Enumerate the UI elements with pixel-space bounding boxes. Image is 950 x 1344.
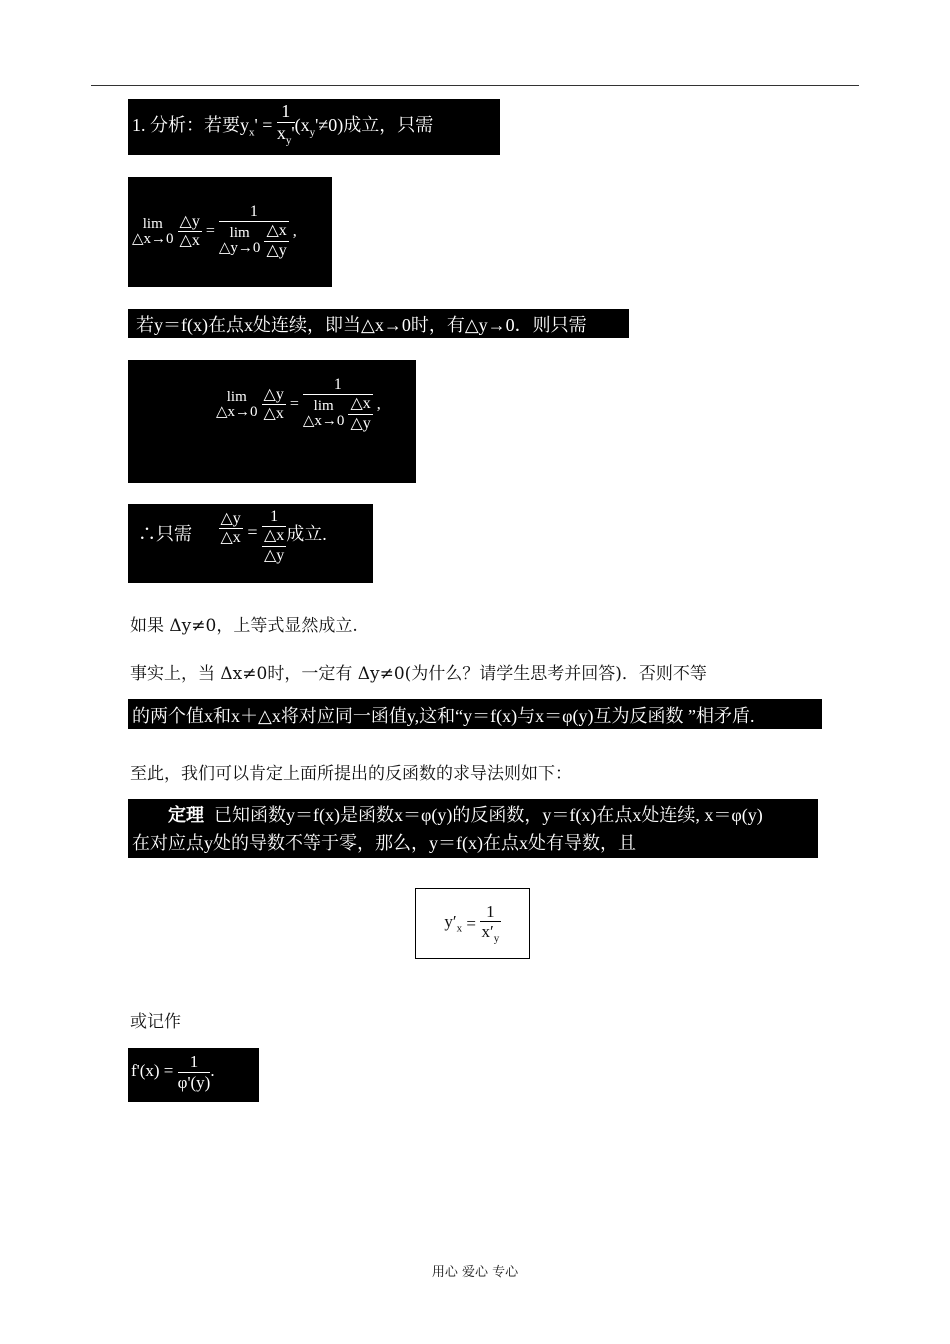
denominator: △y	[263, 546, 285, 564]
numerator: △x	[348, 395, 372, 414]
fraction	[178, 213, 202, 251]
numerator: 1	[480, 902, 501, 923]
denominator: △x	[179, 232, 200, 250]
numerator: 1	[178, 1052, 211, 1073]
subscript: y	[285, 134, 292, 147]
derivative-formula-box	[415, 888, 530, 959]
fraction	[264, 222, 288, 260]
formula-block-limit-2	[128, 360, 416, 483]
formula-block-limit-1	[128, 177, 332, 287]
text: '≠0)成立，只需	[315, 115, 434, 136]
header-rule	[91, 85, 859, 86]
numerator: 1	[303, 376, 373, 395]
theorem-line-2: 在对应点y处的导数不等于零，那么，y＝f(x)在点x处有导数，且	[132, 833, 636, 853]
formula-block-only-need	[128, 504, 373, 583]
fraction	[262, 508, 286, 565]
numerator: △x	[264, 222, 288, 241]
den-tail: '	[291, 122, 295, 143]
theorem-label: 定理	[168, 805, 204, 825]
theorem-block	[128, 799, 818, 858]
limit	[216, 390, 258, 420]
fraction	[262, 527, 286, 565]
denominator: △y	[350, 414, 371, 432]
numerator: △y	[219, 510, 243, 529]
x: x	[481, 922, 491, 942]
theorem-line-1	[132, 801, 818, 829]
therefore-text: ∴只需	[138, 524, 192, 544]
numerator: △y	[178, 213, 202, 232]
period: .	[210, 1060, 215, 1080]
paragraph-conclusion: 至此，我们可以肯定上面所提出的反函数的求导法则如下：	[130, 764, 572, 784]
denominator	[303, 395, 373, 433]
comma: ,	[376, 395, 381, 413]
comma: ,	[292, 222, 297, 240]
denominator: △y	[266, 241, 287, 259]
fraction	[480, 902, 501, 946]
denominator: φ'(y)	[177, 1072, 211, 1092]
text: (x	[294, 115, 310, 136]
established-text: 成立.	[286, 524, 327, 544]
lim-label: lim	[313, 398, 334, 415]
equals: =	[466, 913, 476, 933]
formula-block-contradiction	[128, 699, 822, 729]
paragraph-fact: 事实上，当 Δx≠0时，一定有 Δy≠0(为什么？请学生思考并回答)．否则不等	[130, 664, 707, 684]
paragraph-nonzero: 如果 Δy≠0，上等式显然成立.	[130, 616, 358, 636]
denominator: △x	[263, 405, 284, 423]
denominator: △x	[220, 529, 241, 547]
formula-block-inverse	[128, 1048, 259, 1102]
paragraph-or-write: 或记作	[130, 1012, 181, 1032]
den-text: x	[276, 122, 286, 143]
lim-sub: △x→0	[216, 403, 258, 420]
fraction	[277, 101, 295, 147]
prime: ′	[490, 922, 494, 942]
limit	[132, 217, 174, 247]
lhs: f'(x) =	[131, 1060, 174, 1080]
numerator: △x	[262, 527, 286, 546]
limit	[219, 226, 261, 256]
contradiction-text: 的两个值x和x＋△x将对应同一函值y,这和“y＝f(x)与x＝φ(y)互为反函数 ”相矛盾.	[132, 706, 755, 726]
lim-sub: △x→0	[132, 230, 174, 247]
lim-label: lim	[226, 388, 247, 405]
formula-block-continuity	[128, 309, 629, 338]
y: y	[444, 912, 453, 932]
numerator: 1	[219, 203, 289, 222]
theorem-text: 已知函数y＝f(x)是函数x＝φ(y)的反函数，y＝f(x)在点x处连续, x＝φ(y)	[214, 805, 763, 825]
subscript: y	[309, 126, 316, 139]
page-footer: 用心 爱心 专心	[431, 1265, 519, 1280]
denominator	[262, 527, 286, 565]
fraction	[219, 203, 289, 260]
numerator: △y	[262, 386, 286, 405]
fraction	[178, 1052, 211, 1092]
fraction	[219, 510, 243, 548]
equals: =	[247, 522, 258, 542]
lhs	[444, 912, 462, 934]
lim-sub: △y→0	[218, 240, 261, 257]
fraction	[348, 395, 372, 433]
numerator: 1	[277, 101, 295, 123]
limit	[303, 399, 345, 429]
continuity-text: 若y＝f(x)在点x处连续，即当△x→0时，有△y→0．则只需	[136, 315, 587, 335]
equals: =	[205, 222, 215, 240]
fraction	[303, 376, 373, 433]
formula-block-analysis	[128, 99, 500, 155]
lim-sub: △x→0	[302, 413, 345, 430]
fraction	[262, 386, 286, 424]
lim-label: lim	[229, 225, 250, 242]
denominator	[480, 922, 501, 945]
subscript: x	[456, 922, 463, 935]
denominator	[277, 123, 295, 147]
prime: ′	[452, 912, 457, 932]
equals: =	[289, 395, 299, 413]
subscript: x	[249, 126, 255, 139]
numerator: 1	[262, 508, 286, 527]
lim-label: lim	[142, 215, 163, 232]
text: ' =	[254, 115, 273, 136]
denominator	[219, 222, 289, 260]
subscript: y	[493, 932, 500, 945]
analysis-text: 1. 分析：若要y	[132, 115, 249, 136]
